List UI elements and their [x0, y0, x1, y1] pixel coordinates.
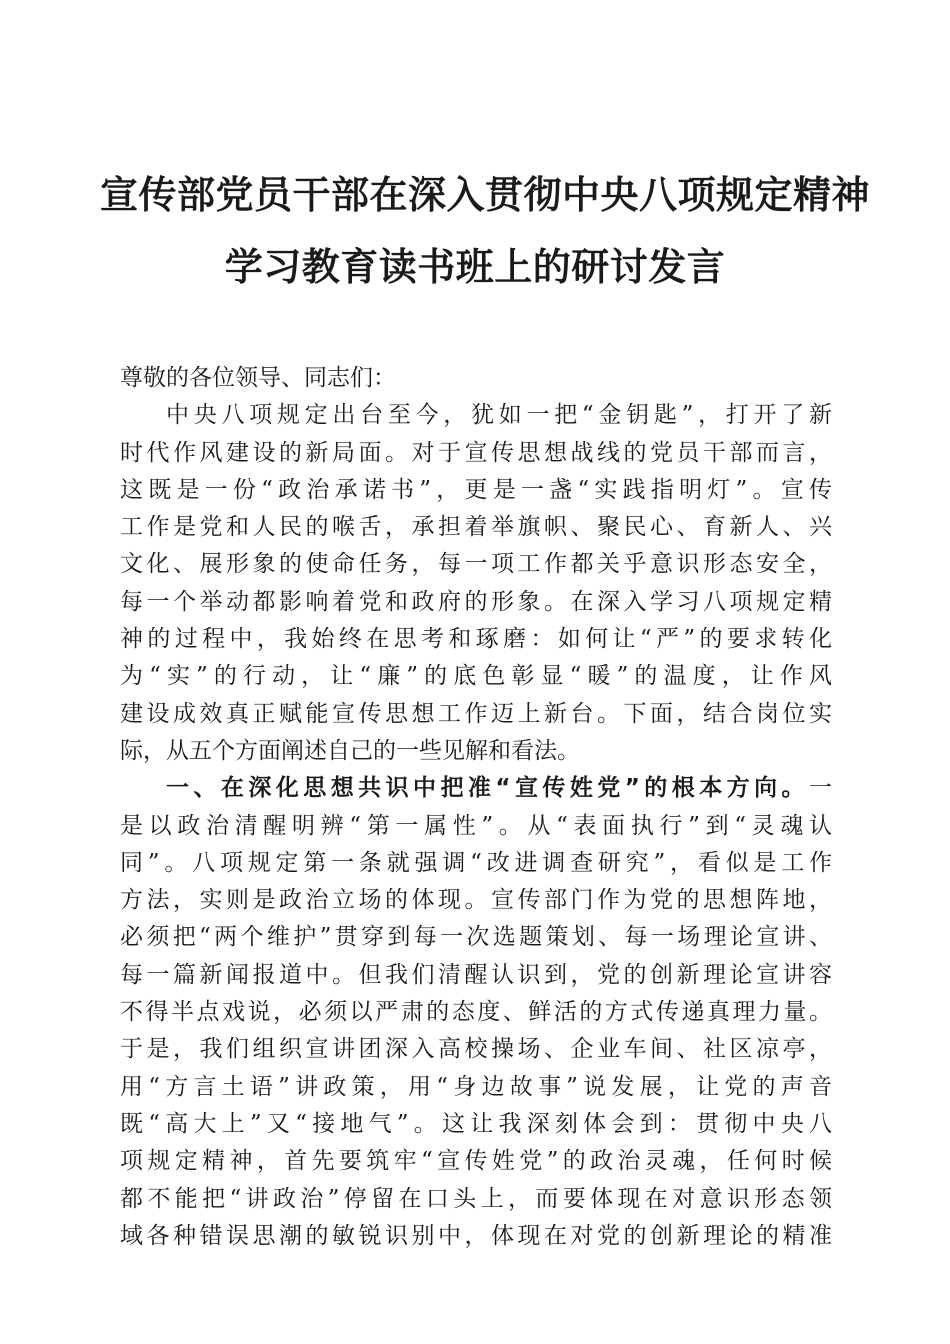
document-title-line-1: 宣传部党员干部在深入贯彻中央八项规定精神 — [100, 172, 871, 217]
paragraph1-line: 文化、展形象的使命任务，每一项工作都关乎意识形态安全， — [120, 551, 832, 578]
paragraph1-line: 建设成效真正赋能宣传思想工作迈上新台。下面，结合岗位实 — [120, 700, 832, 727]
section1-line: 于是，我们组织宣讲团深入高校操场、企业车间、社区凉亭， — [120, 1036, 832, 1063]
section1-line: 用“方言土语”讲政策，用“身边故事”说发展，让党的声音 — [120, 1073, 832, 1100]
section1-heading-line — [120, 770, 832, 807]
section1-line: 域各种错误思潮的敏锐识别中，体现在对党的创新理论的精准 — [120, 1222, 832, 1249]
paragraph1-line: 工作是党和人民的喉舌，承担着举旗帜、聚民心、育新人、兴 — [120, 514, 832, 541]
section1-line: 每一篇新闻报道中。但我们清醒认识到，党的创新理论宣讲容 — [120, 961, 832, 988]
paragraph1-line: 际，从五个方面阐述自己的一些见解和看法。 — [120, 737, 580, 764]
section1-line: 不得半点戏说，必须以严肃的态度、鲜活的方式传递真理力量。 — [120, 999, 832, 1026]
section1-line: 同”。八项规定第一条就强调“改进调查研究”，看似是工作 — [120, 849, 832, 876]
paragraph1-line: 这既是一份“政治承诺书”，更是一盏“实践指明灯”。宣传 — [120, 476, 832, 503]
paragraph1-line: 时代作风建设的新局面。对于宣传思想战线的党员干部而言， — [120, 439, 832, 466]
paragraph1-line: 神的过程中，我始终在思考和琢磨：如何让“严”的要求转化 — [120, 626, 832, 653]
paragraph1-line: 每一个举动都影响着党和政府的形象。在深入学习八项规定精 — [120, 588, 832, 615]
section1-heading: 一、在深化思想共识中把准“宣传姓党”的根本方向。 — [166, 775, 809, 802]
section1-line: 既“高大上”又“接地气”。这让我深刻体会到：贯彻中央八 — [120, 1110, 832, 1137]
paragraph1-line: 为“实”的行动，让“廉”的底色彰显“暖”的温度，让作风 — [120, 663, 832, 690]
section1-line: 方法，实则是政治立场的体现。宣传部门作为党的思想阵地， — [120, 887, 832, 914]
section1-line: 是以政治清醒明辨“第一属性”。从“表面执行”到“灵魂认 — [120, 812, 832, 839]
section1-line: 都不能把“讲政治”停留在口头上，而要体现在对意识形态领 — [120, 1185, 832, 1212]
document-body — [120, 360, 832, 1255]
section1-heading-tail: 一 — [809, 775, 832, 802]
section1-line: 必须把“两个维护”贯穿到每一次选题策划、每一场理论宣讲、 — [120, 924, 832, 951]
salutation: 尊敬的各位领导、同志们： — [120, 365, 396, 391]
paragraph1-line: 中央八项规定出台至今，犹如一把“金钥匙”，打开了新 — [166, 402, 832, 429]
document-title-line-2: 学习教育读书班上的研讨发言 — [224, 244, 726, 289]
section1-line: 项规定精神，首先要筑牢“宣传姓党”的政治灵魂，任何时候 — [120, 1148, 832, 1175]
